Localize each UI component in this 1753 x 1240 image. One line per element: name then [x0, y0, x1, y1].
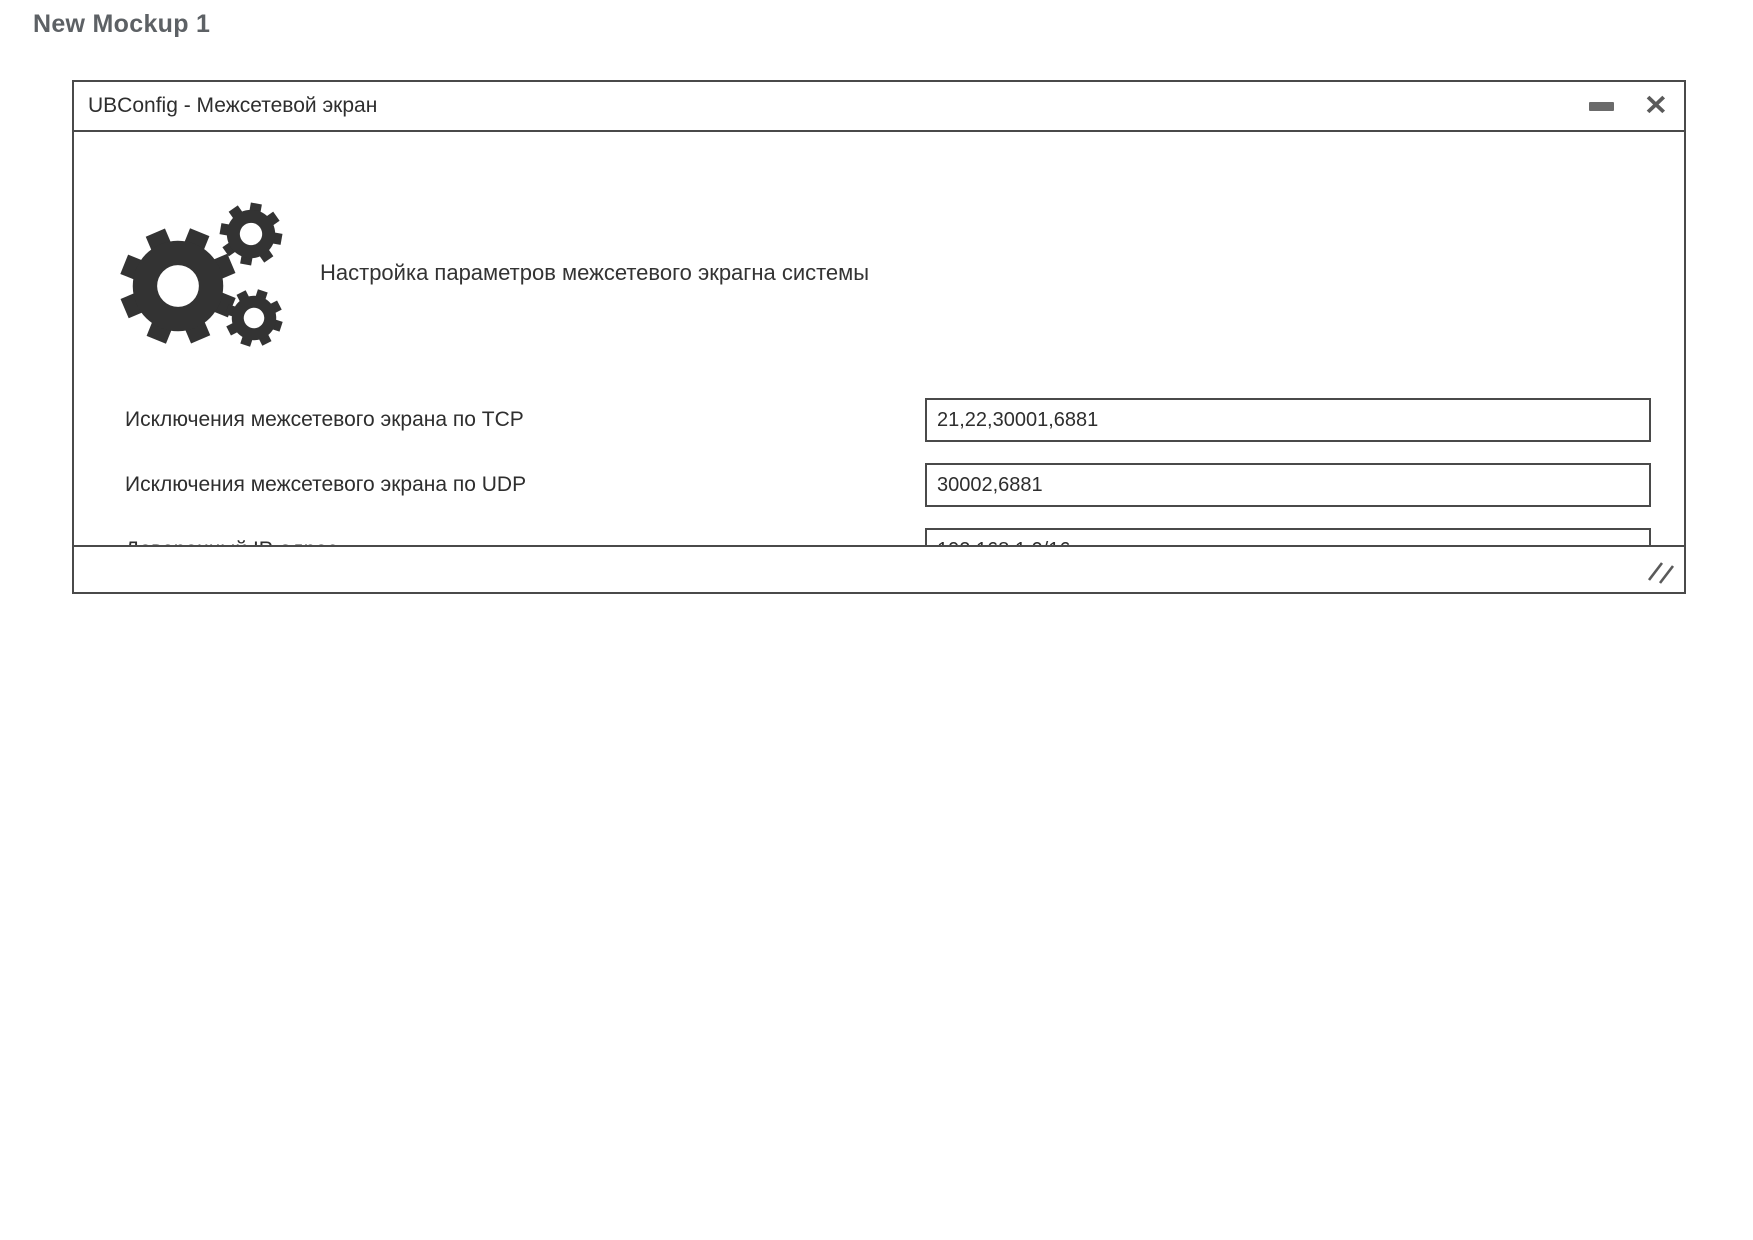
form-row-udp-exceptions [74, 463, 1684, 507]
udp-exceptions-input[interactable] [925, 463, 1651, 507]
window-statusbar [74, 545, 1684, 592]
window-titlebar[interactable] [74, 82, 1684, 132]
app-window [72, 80, 1686, 594]
window-title: UBConfig - Межсетевой экран [88, 94, 378, 117]
udp-exceptions-label: Исключения межсетевого экрана по UDP [125, 473, 527, 496]
close-icon[interactable]: ✕ [1643, 90, 1668, 121]
gears-icon [114, 196, 286, 348]
tcp-exceptions-label: Исключения межсетевого экрана по TCP [125, 408, 524, 431]
minimize-icon[interactable] [1589, 102, 1614, 111]
page-title: New Mockup 1 [33, 10, 211, 38]
tcp-exceptions-input[interactable] [925, 398, 1651, 442]
window-description: Настройка параметров межсетевого экрагна системы [320, 260, 870, 285]
resize-grip-icon[interactable] [1646, 559, 1676, 585]
form-row-tcp-exceptions [74, 398, 1684, 442]
window-content [74, 132, 1684, 545]
